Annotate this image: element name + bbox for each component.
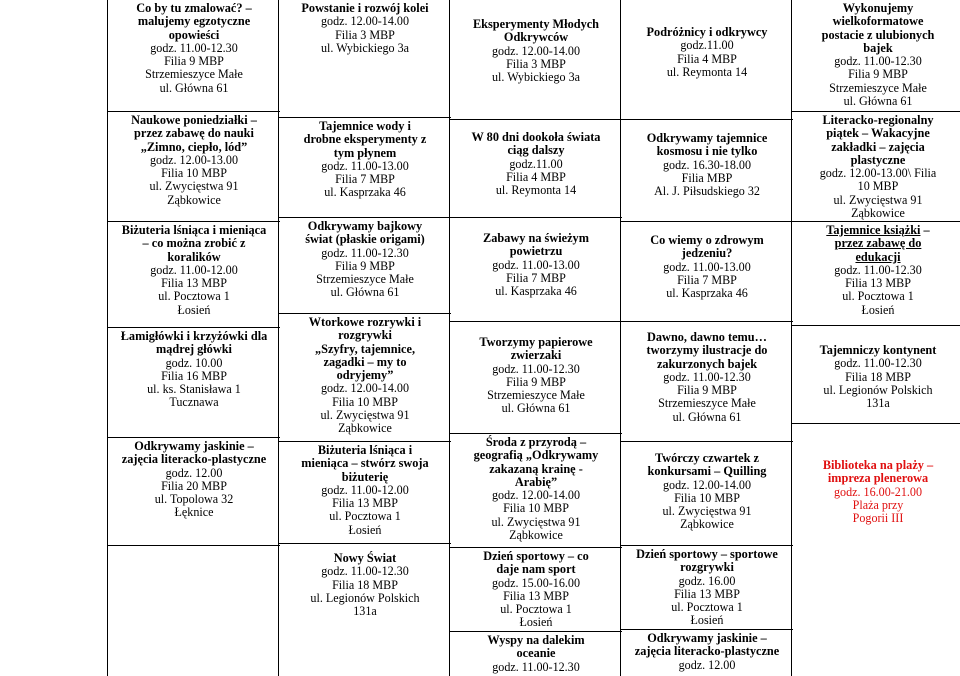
event-detail-line: Filia 16 MBP — [161, 368, 227, 383]
event-detail-line: ul. Wybickiego 3a — [491, 70, 581, 85]
event-title: Wykonujemy wielkoformatowe postacie z ulubionych bajek — [821, 1, 935, 55]
event-detail-line: Filia 7 MBP — [335, 172, 395, 187]
event-cell — [108, 0, 280, 112]
event-details — [627, 39, 787, 79]
event-title: Biżuteria lśniąca i mieniąca – co można zrobić z koralików — [121, 223, 267, 264]
event-cell — [621, 120, 793, 222]
event-detail-line: godz.11.00 — [509, 156, 563, 171]
event-details — [456, 259, 616, 299]
event-details — [285, 15, 445, 55]
event-detail-line: ul. Pocztowa 1 — [671, 600, 743, 615]
event-detail-line: Pogorii III — [852, 511, 904, 526]
event-detail-line: ul. Główna 61 — [672, 409, 742, 424]
event-detail-line: godz. 11.00-12.30 — [321, 564, 409, 579]
event-details — [798, 357, 958, 410]
event-detail-line: Filia 7 MBP — [677, 272, 737, 287]
event-cell — [792, 112, 960, 222]
event-detail-line: godz. 12.00-14.00 — [320, 14, 409, 29]
event-detail-line: Filia 9 MBP — [335, 258, 395, 273]
event-detail-line: ul. ks. Stanisława 1 — [147, 382, 241, 397]
event-detail-line: Łosień — [861, 302, 895, 317]
event-detail-line: Filia 4 MBP — [677, 51, 737, 66]
event-detail-line: Filia 7 MBP — [506, 270, 566, 285]
event-title: Literacko-regionalny piątek – Wakacyjne zakładki – zajęcia plastyczne — [822, 113, 934, 167]
event-title: Co wiemy o zdrowym jedzeniu? — [650, 233, 764, 261]
event-detail-line: godz. 11.00-12.30 — [834, 356, 922, 371]
event-detail-line: Tucznawa — [169, 395, 219, 410]
event-detail-line: godz. 11.00-12.00 — [321, 482, 409, 497]
event-detail-line: godz. 10.00 — [165, 355, 223, 370]
event-cell — [108, 546, 280, 676]
event-detail-line: ul. Pocztowa 1 — [500, 602, 572, 617]
schedule-column-4 — [620, 0, 793, 676]
event-detail-line: ul. Zwycięstwa 91 — [149, 179, 239, 194]
event-detail-line: Ząbkowice — [680, 517, 734, 532]
event-detail-line: Filia 13 MBP — [332, 496, 398, 511]
event-detail-line: 131a — [353, 604, 377, 619]
event-detail-line: Ząbkowice — [338, 421, 392, 436]
event-detail-line: godz.11.00 — [680, 38, 734, 53]
event-detail-line: ul. Topolowa 32 — [154, 492, 234, 507]
event-details — [285, 247, 445, 300]
event-detail-line: godz. 11.00-13.00 — [321, 158, 409, 173]
event-detail-line: Filia 10 MBP — [674, 490, 740, 505]
event-detail-line: Filia 10 MBP — [161, 166, 227, 181]
event-title: Podróżnicy i odkrywcy — [646, 25, 768, 39]
event-title: Naukowe poniedziałki – przez zabawę do nauki „Zimno, ciepło, lód” — [131, 113, 257, 154]
event-detail-line: godz. 16.00-21.00 — [833, 484, 922, 499]
event-detail-line: Filia 10 MBP — [503, 501, 569, 516]
event-cell — [108, 112, 280, 222]
event-detail-line: godz. 11.00-13.00 — [663, 259, 751, 274]
event-detail-line: Ząbkowice — [509, 528, 563, 543]
event-title: Zabawy na świeżym powietrzu — [483, 231, 589, 259]
event-details — [114, 467, 274, 520]
event-detail-line: godz. 11.00-12.30 — [834, 54, 922, 69]
event-details — [114, 357, 274, 410]
event-title: Powstanie i rozwój kolei — [301, 1, 429, 15]
event-title: Tworzymy papierowe zwierzaki — [479, 335, 593, 363]
event-cell — [792, 424, 960, 676]
event-detail-line: ul. Kasprzaka 46 — [324, 185, 406, 200]
event-detail-line: 10 MBP — [857, 179, 899, 194]
event-detail-line: ul. Kasprzaka 46 — [666, 286, 748, 301]
event-detail-line: Ząbkowice — [851, 206, 905, 221]
event-cell — [279, 0, 451, 118]
event-detail-line: Filia 9 MBP — [164, 54, 224, 69]
schedule-column-3 — [449, 0, 622, 676]
event-title: Nowy Świat — [333, 551, 397, 565]
schedule-column-1 — [107, 0, 280, 676]
event-cell — [108, 222, 280, 328]
event-detail-line: Filia 3 MBP — [335, 27, 395, 42]
event-details — [114, 154, 274, 207]
event-detail-line: Łosień — [348, 522, 382, 537]
event-title: Dzień sportowy – co daje nam sport — [483, 549, 589, 577]
event-cell — [621, 442, 793, 546]
event-cell — [792, 0, 960, 112]
event-title: Tajemnice wody i drobne eksperymenty z tym płynem — [303, 119, 427, 160]
event-detail-line: Filia 18 MBP — [845, 369, 911, 384]
event-details — [456, 661, 616, 674]
event-cell — [108, 438, 280, 546]
event-detail-line: ul. Główna 61 — [159, 80, 229, 95]
event-detail-line: godz. 12.00-14.00 — [491, 43, 580, 58]
event-detail-line: Łosień — [519, 615, 553, 630]
event-detail-line: godz. 11.00-13.00 — [492, 257, 580, 272]
event-title: Środa z przyrodą – geografią „Odkrywamy zakazaną krainę - Arabię” — [473, 435, 599, 489]
event-cell — [279, 314, 451, 442]
event-details — [798, 486, 958, 526]
event-detail-line: Ząbkowice — [167, 192, 221, 207]
event-title: Co by tu zmalować? – malujemy egzotyczne opowieści — [136, 1, 252, 42]
event-detail-line: Strzemieszyce Małe — [829, 80, 927, 95]
event-detail-line: Filia 13 MBP — [161, 276, 227, 291]
event-detail-line: Filia 3 MBP — [506, 56, 566, 71]
event-detail-line: Filia 13 MBP — [845, 276, 911, 291]
event-detail-line: Filia MBP — [681, 170, 733, 185]
event-detail-line: godz. 12.00 — [165, 465, 223, 480]
event-title: Odkrywamy jaskinie – zajęcia literacko-plastyczne — [634, 631, 780, 659]
event-title: Wyspy na dalekim oceanie — [487, 633, 585, 661]
event-cell — [450, 548, 622, 632]
event-detail-line: godz. 11.00-12.30 — [663, 369, 751, 384]
event-details — [456, 45, 616, 85]
event-details — [798, 55, 958, 108]
event-title: Odkrywamy tajemnice kosmosu i nie tylko — [646, 131, 768, 159]
event-title: Dzień sportowy – sportowe rozgrywki — [636, 547, 778, 575]
event-detail-line: godz. 11.00-12.30 — [492, 361, 580, 376]
event-detail-line: 131a — [866, 396, 890, 411]
schedule-table — [107, 0, 960, 676]
event-details — [627, 159, 787, 199]
event-detail-line: Strzemieszyce Małe — [145, 67, 243, 82]
event-detail-line: Filia 9 MBP — [848, 67, 908, 82]
event-detail-line: godz. 15.00-16.00 — [491, 575, 580, 590]
event-cell — [450, 434, 622, 548]
event-detail-line: godz. 12.00-14.00 — [320, 381, 409, 396]
event-cell — [450, 218, 622, 322]
event-details — [114, 42, 274, 95]
event-detail-line: Filia 13 MBP — [674, 586, 740, 601]
event-details — [627, 479, 787, 532]
event-details — [456, 158, 616, 198]
event-details — [456, 489, 616, 542]
event-details — [456, 577, 616, 630]
event-detail-line: ul. Główna 61 — [330, 285, 400, 300]
event-detail-line: ul. Pocztowa 1 — [842, 289, 914, 304]
event-detail-line: godz. 16.00 — [678, 573, 736, 588]
event-title: Odkrywamy jaskinie – zajęcia literacko-plastyczne — [121, 439, 267, 467]
event-detail-line: Al. J. Piłsudskiego 32 — [654, 184, 760, 199]
event-cell — [279, 442, 451, 544]
event-detail-line: Strzemieszyce Małe — [658, 396, 756, 411]
event-cell — [621, 222, 793, 322]
event-detail-line: Strzemieszyce Małe — [316, 272, 414, 287]
event-detail-line: ul. Główna 61 — [501, 401, 571, 416]
event-details — [114, 264, 274, 317]
event-details — [627, 575, 787, 628]
event-details — [285, 565, 445, 618]
event-detail-line: Filia 4 MBP — [506, 169, 566, 184]
event-detail-line: Plaża przy — [852, 497, 904, 512]
event-detail-line: godz. 11.00-12.30 — [492, 659, 580, 674]
event-cell — [621, 630, 793, 676]
event-detail-line: Łosień — [177, 302, 211, 317]
event-detail-line: Łęknice — [174, 505, 214, 520]
event-cell — [279, 118, 451, 218]
event-detail-line: ul. Pocztowa 1 — [158, 289, 230, 304]
event-details — [627, 659, 787, 672]
event-detail-line: Filia 18 MBP — [332, 577, 398, 592]
event-detail-line: godz. 11.00-12.30 — [321, 245, 409, 260]
event-detail-line: godz. 11.00-12.30 — [834, 262, 922, 277]
event-detail-line: ul. Zwycięstwa 91 — [833, 192, 923, 207]
event-detail-line: Strzemieszyce Małe — [487, 388, 585, 403]
event-detail-line: ul. Zwycięstwa 91 — [662, 504, 752, 519]
event-detail-line: Filia 10 MBP — [332, 394, 398, 409]
event-cell — [792, 326, 960, 424]
event-cell — [621, 546, 793, 630]
event-detail-line: ul. Reymonta 14 — [495, 183, 577, 198]
event-details — [798, 264, 958, 317]
event-detail-line: ul. Zwycięstwa 91 — [320, 408, 410, 423]
event-cell — [450, 322, 622, 434]
event-detail-line: godz. 11.00-12.00 — [150, 262, 238, 277]
event-title: Łamigłówki i krzyżówki dla mądrej główki — [120, 329, 268, 357]
event-detail-line: ul. Legionów Polskich — [823, 382, 933, 397]
event-detail-line: ul. Legionów Polskich — [310, 590, 420, 605]
event-detail-line: ul. Wybickiego 3a — [320, 40, 410, 55]
event-detail-line: Filia 9 MBP — [677, 383, 737, 398]
event-detail-line: godz. 12.00-14.00 — [662, 477, 751, 492]
event-cell — [450, 632, 622, 676]
event-cell — [450, 0, 622, 120]
event-title: Dawno, dawno temu… tworzymy ilustracje do zakurzonych bajek — [646, 330, 768, 371]
event-cell — [792, 222, 960, 326]
event-detail-line: ul. Pocztowa 1 — [329, 509, 401, 524]
event-cell — [450, 120, 622, 218]
event-detail-line: ul. Zwycięstwa 91 — [491, 514, 581, 529]
event-details — [798, 167, 958, 220]
event-detail-line: ul. Reymonta 14 — [666, 64, 748, 79]
event-title: Biblioteka na plaży – impreza plenerowa — [822, 458, 934, 486]
event-title: Tajemnice książki – przez zabawę do edukacji — [826, 223, 930, 264]
event-detail-line: godz. 16.30-18.00 — [662, 157, 751, 172]
event-detail-line: Filia 9 MBP — [506, 374, 566, 389]
event-title: Wtorkowe rozrywki i rozgrywki „Szyfry, tajemnice, zagadki – my to odryjemy” — [308, 315, 422, 383]
event-title: Odkrywamy bajkowy świat (płaskie origami) — [305, 219, 425, 247]
event-cell — [621, 322, 793, 442]
schedule-column-2 — [278, 0, 451, 676]
event-details — [456, 363, 616, 416]
event-detail-line: godz. 12.00-13.00 — [149, 152, 238, 167]
event-detail-line: Łosień — [690, 613, 724, 628]
event-details — [285, 484, 445, 537]
event-cell — [279, 218, 451, 314]
event-details — [627, 261, 787, 301]
event-detail-line: ul. Kasprzaka 46 — [495, 284, 577, 299]
event-detail-line: godz. 12.00 — [678, 657, 736, 672]
event-detail-line: ul. Główna 61 — [843, 94, 913, 109]
event-details — [627, 371, 787, 424]
event-cell — [621, 0, 793, 120]
event-cell — [108, 328, 280, 438]
event-title: Twórczy czwartek z konkursami – Quilling — [647, 451, 767, 479]
event-detail-line: Filia 13 MBP — [503, 588, 569, 603]
event-detail-line: godz. 12.00-13.00\ Filia — [819, 166, 937, 181]
event-title: Tajemniczy kontynent — [819, 343, 937, 357]
event-details — [285, 160, 445, 200]
event-detail-line: godz. 11.00-12.30 — [150, 40, 238, 55]
event-detail-line: Filia 20 MBP — [161, 478, 227, 493]
event-cell — [279, 544, 451, 676]
event-title: Eksperymenty Młodych Odkrywców — [472, 17, 600, 45]
schedule-column-5 — [791, 0, 960, 676]
event-title: Biżuteria lśniąca i mieniąca – stwórz swoja biżuterię — [301, 443, 429, 484]
event-details — [285, 382, 445, 435]
event-detail-line: godz. 12.00-14.00 — [491, 488, 580, 503]
event-title: W 80 dni dookoła świata ciąg dalszy — [471, 130, 601, 158]
